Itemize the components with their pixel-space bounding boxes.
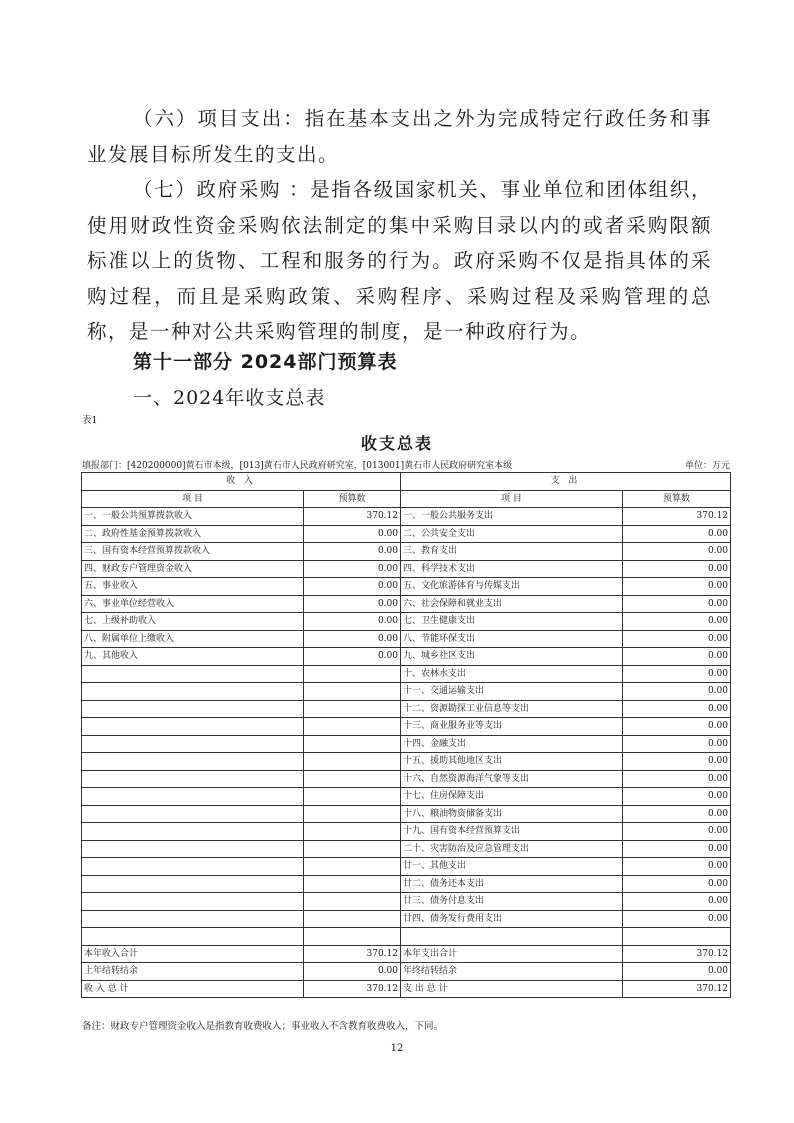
income-item-cell: 四、财政专户管理资金收入 — [82, 560, 304, 578]
income-item-cell: 上年结转结余 — [82, 963, 304, 981]
income-item-cell — [82, 928, 304, 946]
table-group-header-row — [82, 473, 731, 491]
table-row — [82, 788, 731, 806]
income-item-cell: 本年收入合计 — [82, 945, 304, 963]
table-row — [82, 700, 731, 718]
table-row — [82, 595, 731, 613]
table-row — [82, 578, 731, 596]
table-row — [82, 718, 731, 736]
income-amount-cell — [304, 928, 401, 946]
table-row — [82, 753, 731, 771]
income-item-cell — [82, 770, 304, 788]
expense-item-cell: 四、科学技术支出 — [401, 560, 623, 578]
expense-amount-cell: 0.00 — [623, 648, 731, 666]
income-item-cell — [82, 788, 304, 806]
expense-group-header: 支 出 — [401, 473, 731, 491]
table-note: 备注：财政专户管理资金收入是指教育收费收入；事业收入不含教育收费收入，下同。 — [82, 1021, 444, 1032]
income-item-cell — [82, 753, 304, 771]
expense-item-cell: 七、卫生健康支出 — [401, 613, 623, 631]
income-amount-cell: 370.12 — [304, 945, 401, 963]
income-amount-header: 预算数 — [304, 490, 401, 508]
income-amount-cell — [304, 735, 401, 753]
expense-amount-cell: 0.00 — [623, 718, 731, 736]
table-row — [82, 893, 731, 911]
table-column-header-row — [82, 490, 731, 508]
income-amount-cell — [304, 683, 401, 701]
income-amount-cell: 370.12 — [304, 508, 401, 526]
income-amount-cell: 0.00 — [304, 613, 401, 631]
expense-item-cell: 五、文化旅游体育与传媒支出 — [401, 578, 623, 596]
expense-amount-cell: 0.00 — [623, 613, 731, 631]
income-amount-cell: 0.00 — [304, 525, 401, 543]
expense-amount-cell: 0.00 — [623, 858, 731, 876]
expense-item-cell: 十、农林水支出 — [401, 665, 623, 683]
expense-amount-cell: 0.00 — [623, 963, 731, 981]
income-item-cell — [82, 735, 304, 753]
income-amount-cell — [304, 805, 401, 823]
income-amount-cell — [304, 875, 401, 893]
expense-item-cell: 八、节能环保支出 — [401, 630, 623, 648]
income-amount-cell: 0.00 — [304, 648, 401, 666]
income-item-cell — [82, 683, 304, 701]
expense-item-cell — [401, 928, 623, 946]
unit-label: 单位：万元 — [684, 461, 730, 471]
expense-item-cell: 年终结转结余 — [401, 963, 623, 981]
income-item-cell: 六、事业单位经营收入 — [82, 595, 304, 613]
expense-amount-cell: 0.00 — [623, 910, 731, 928]
table-row — [82, 630, 731, 648]
income-item-cell: 三、国有资本经营预算拨款收入 — [82, 543, 304, 561]
expense-amount-cell: 370.12 — [623, 980, 731, 998]
income-item-cell: 九、其他收入 — [82, 648, 304, 666]
income-amount-cell — [304, 753, 401, 771]
filling-department: 填报部门：[420200000]黄石市本级，[013]黄石市人民政府研究室，[013001]黄石市人民政府研究室本级 — [82, 461, 513, 471]
expense-item-cell: 廿一、其他支出 — [401, 858, 623, 876]
expense-amount-cell: 0.00 — [623, 560, 731, 578]
expense-amount-cell: 0.00 — [623, 525, 731, 543]
income-amount-cell — [304, 665, 401, 683]
income-amount-cell: 370.12 — [304, 980, 401, 998]
income-item-cell — [82, 893, 304, 911]
expense-item-cell: 廿二、债务还本支出 — [401, 875, 623, 893]
table-row — [82, 770, 731, 788]
expense-item-cell: 十八、粮油物资储备支出 — [401, 805, 623, 823]
income-item-cell — [82, 840, 304, 858]
income-amount-cell — [304, 840, 401, 858]
income-amount-cell — [304, 893, 401, 911]
table-row — [82, 683, 731, 701]
table-row — [82, 840, 731, 858]
expense-item-cell: 十三、商业服务业等支出 — [401, 718, 623, 736]
income-amount-cell — [304, 718, 401, 736]
income-item-cell — [82, 823, 304, 841]
expense-amount-cell: 0.00 — [623, 788, 731, 806]
income-item-cell: 一、一般公共预算拨款收入 — [82, 508, 304, 526]
income-amount-cell: 0.00 — [304, 595, 401, 613]
income-amount-cell — [304, 788, 401, 806]
income-item-cell — [82, 875, 304, 893]
expense-item-header: 项 目 — [401, 490, 623, 508]
expense-amount-cell: 0.00 — [623, 630, 731, 648]
expense-item-cell: 九、城乡社区支出 — [401, 648, 623, 666]
table-row — [82, 928, 731, 946]
table-row — [82, 875, 731, 893]
income-amount-cell — [304, 858, 401, 876]
expense-amount-cell: 0.00 — [623, 735, 731, 753]
table-row — [82, 823, 731, 841]
income-item-cell — [82, 805, 304, 823]
income-item-cell — [82, 700, 304, 718]
expense-amount-cell: 370.12 — [623, 945, 731, 963]
table-row — [82, 980, 731, 998]
expense-amount-cell — [623, 928, 731, 946]
table-label: 表1 — [82, 415, 98, 426]
income-item-cell — [82, 858, 304, 876]
table-row — [82, 543, 731, 561]
table-title: 收支总表 — [360, 434, 433, 453]
expense-item-cell: 十七、住房保障支出 — [401, 788, 623, 806]
table-row — [82, 525, 731, 543]
income-amount-cell: 0.00 — [304, 560, 401, 578]
sub-heading: 一、2024年收支总表 — [133, 387, 326, 409]
income-amount-cell — [304, 700, 401, 718]
expense-amount-cell: 370.12 — [623, 508, 731, 526]
table-row — [82, 963, 731, 981]
table-row — [82, 648, 731, 666]
income-item-cell — [82, 718, 304, 736]
income-item-cell: 七、上级补助收入 — [82, 613, 304, 631]
expense-amount-cell: 0.00 — [623, 665, 731, 683]
income-item-cell: 八、附属单位上缴收入 — [82, 630, 304, 648]
expense-amount-cell: 0.00 — [623, 893, 731, 911]
income-item-cell: 二、政府性基金预算拨款收入 — [82, 525, 304, 543]
expense-amount-cell: 0.00 — [623, 823, 731, 841]
expense-amount-cell: 0.00 — [623, 543, 731, 561]
income-item-cell — [82, 665, 304, 683]
income-item-cell — [82, 910, 304, 928]
expense-item-cell: 二、公共安全支出 — [401, 525, 623, 543]
income-item-cell: 五、事业收入 — [82, 578, 304, 596]
expense-item-cell: 廿四、债务发行费用支出 — [401, 910, 623, 928]
income-amount-cell — [304, 910, 401, 928]
table-row — [82, 665, 731, 683]
expense-amount-cell: 0.00 — [623, 700, 731, 718]
income-amount-cell: 0.00 — [304, 543, 401, 561]
table-row — [82, 805, 731, 823]
expense-amount-cell: 0.00 — [623, 753, 731, 771]
expense-item-cell: 支 出 总 计 — [401, 980, 623, 998]
income-amount-cell — [304, 823, 401, 841]
table-row — [82, 613, 731, 631]
expense-item-cell: 廿三、债务付息支出 — [401, 893, 623, 911]
expense-amount-cell: 0.00 — [623, 805, 731, 823]
section-heading: 第十一部分 2024部门预算表 — [133, 351, 398, 373]
budget-table — [81, 472, 731, 998]
income-group-header: 收 入 — [82, 473, 401, 491]
expense-item-cell: 十九、国有资本经营预算支出 — [401, 823, 623, 841]
income-amount-cell — [304, 770, 401, 788]
expense-amount-header: 预算数 — [623, 490, 731, 508]
expense-amount-cell: 0.00 — [623, 578, 731, 596]
income-amount-cell: 0.00 — [304, 963, 401, 981]
expense-item-cell: 十六、自然资源海洋气象等支出 — [401, 770, 623, 788]
income-item-header: 项 目 — [82, 490, 304, 508]
expense-item-cell: 十四、金融支出 — [401, 735, 623, 753]
table-row — [82, 560, 731, 578]
expense-amount-cell: 0.00 — [623, 875, 731, 893]
table-row — [82, 945, 731, 963]
page-number: 12 — [390, 1043, 404, 1054]
expense-item-cell: 十五、援助其他地区支出 — [401, 753, 623, 771]
income-amount-cell: 0.00 — [304, 630, 401, 648]
paragraph-project-expense: （六）项目支出：指在基本支出之外为完成特定行政任务和事业发展目标所发生的支出。 — [87, 107, 712, 166]
paragraph-government-procurement: （七）政府采购 ：是指各级国家机关、事业单位和团体组织，使用财政性资金采购依法制定的集中采购目录以内的或者采购限额标准以上的货物、工程和服务的行为。政府采购不仅是指具体的采购过程，而且是采购政策、采购程序、采购过程及采购管理的总称，是一种对公共采购管理的制度，是一种政府行为。 — [87, 178, 712, 343]
expense-item-cell: 六、社会保障和就业支出 — [401, 595, 623, 613]
expense-item-cell: 一、一般公共服务支出 — [401, 508, 623, 526]
income-amount-cell: 0.00 — [304, 578, 401, 596]
table-row — [82, 508, 731, 526]
expense-item-cell: 三、教育支出 — [401, 543, 623, 561]
expense-item-cell: 二十、灾害防治及应急管理支出 — [401, 840, 623, 858]
expense-amount-cell: 0.00 — [623, 595, 731, 613]
table-row — [82, 735, 731, 753]
expense-item-cell: 本年支出合计 — [401, 945, 623, 963]
expense-item-cell: 十二、资源勘探工业信息等支出 — [401, 700, 623, 718]
expense-item-cell: 十一、交通运输支出 — [401, 683, 623, 701]
table-row — [82, 858, 731, 876]
income-item-cell: 收 入 总 计 — [82, 980, 304, 998]
table-row — [82, 910, 731, 928]
expense-amount-cell: 0.00 — [623, 840, 731, 858]
expense-amount-cell: 0.00 — [623, 683, 731, 701]
expense-amount-cell: 0.00 — [623, 770, 731, 788]
